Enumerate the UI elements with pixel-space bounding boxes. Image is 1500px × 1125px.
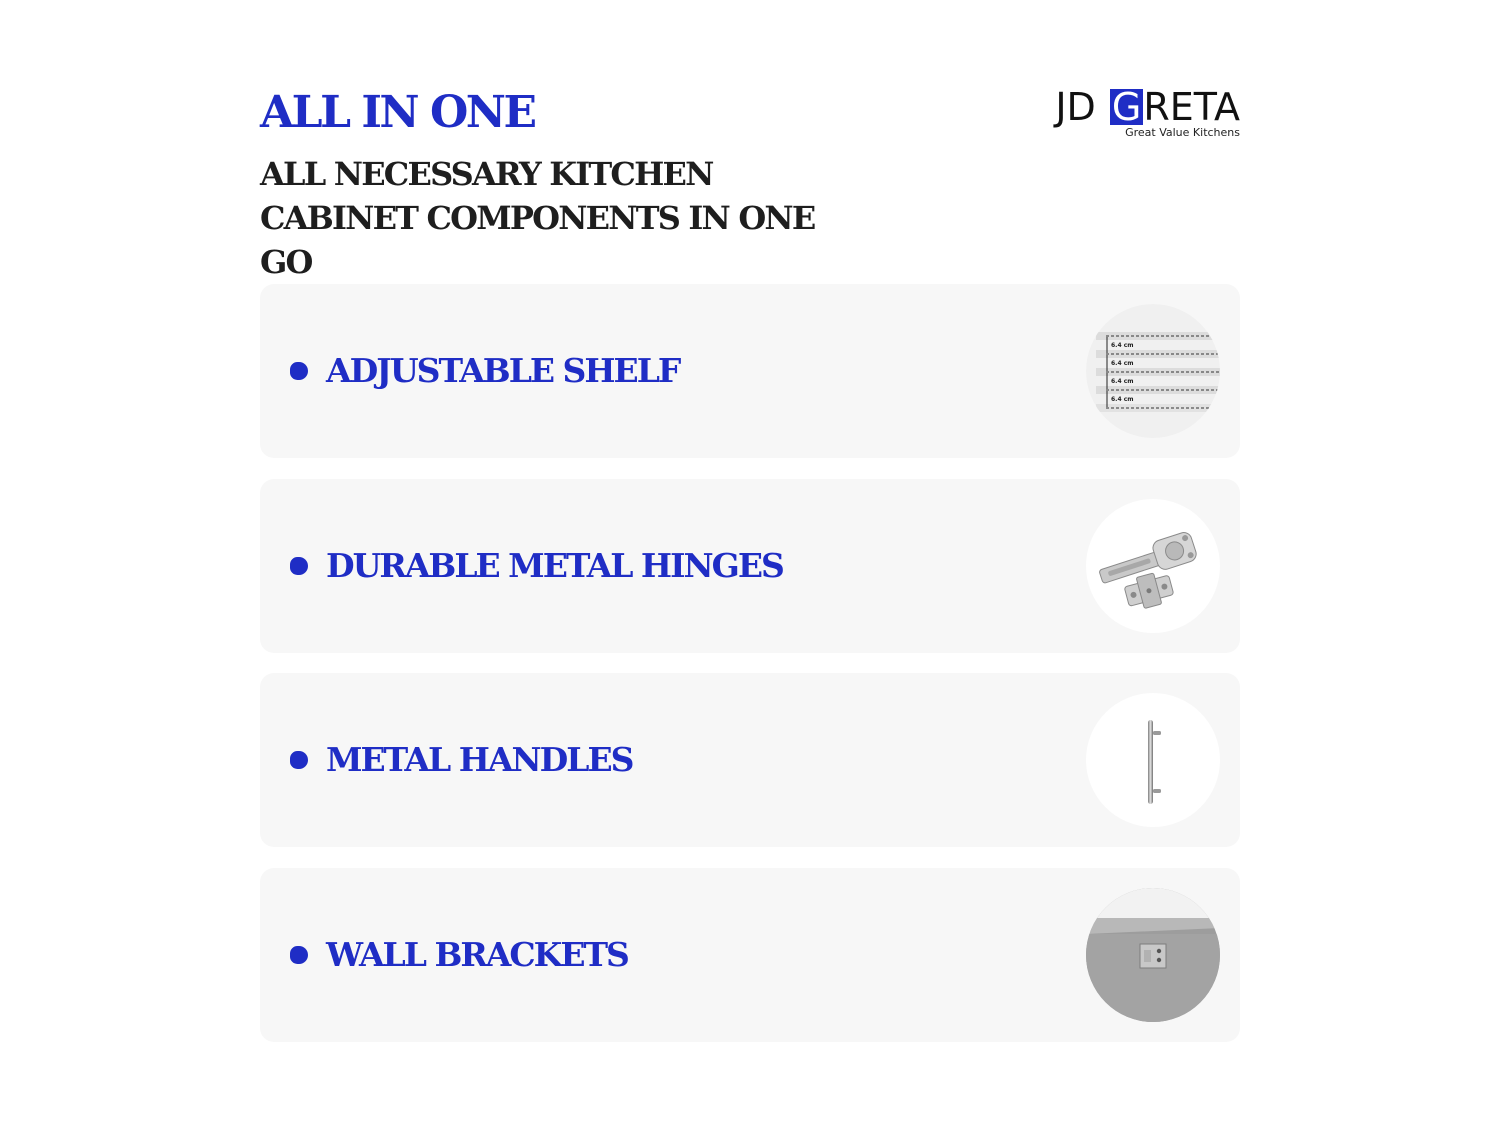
shelf-measure-label: 6.4 cm	[1111, 396, 1134, 403]
feature-label: METAL HANDLES	[326, 740, 633, 779]
shelf-measure-label: 6.4 cm	[1111, 360, 1134, 367]
wall-bracket-icon	[1086, 888, 1220, 1022]
feature-row-metal-handles	[260, 673, 1240, 847]
logo-wordmark	[1055, 86, 1240, 128]
feature-row-wall-brackets	[260, 868, 1240, 1042]
logo-prefix: JD	[1055, 85, 1108, 129]
metal-handle-icon	[1086, 693, 1220, 827]
bullet-icon	[290, 946, 308, 964]
bullet-icon	[290, 557, 308, 575]
feature-row-metal-hinges	[260, 479, 1240, 653]
feature-label: ADJUSTABLE SHELF	[326, 351, 680, 390]
bullet-icon	[290, 751, 308, 769]
shelf-measure-label: 6.4 cm	[1111, 378, 1134, 385]
page-subtitle: ALL NECESSARY KITCHEN CABINET COMPONENTS IN ONE GO	[260, 155, 815, 281]
metal-hinge-icon	[1086, 499, 1220, 633]
bullet-icon	[290, 362, 308, 380]
logo-tagline: Great Value Kitchens	[1125, 126, 1240, 139]
brand-logo	[1014, 86, 1240, 140]
shelf-measure-label: 6.4 cm	[1111, 342, 1134, 349]
page-title: ALL IN ONE	[260, 87, 535, 138]
feature-label: DURABLE METAL HINGES	[326, 546, 783, 585]
logo-g-letter: G	[1111, 85, 1142, 129]
feature-label: WALL BRACKETS	[326, 935, 628, 974]
adjustable-shelf-icon	[1086, 304, 1220, 438]
logo-suffix: RETA	[1143, 85, 1240, 129]
feature-row-adjustable-shelf	[260, 284, 1240, 458]
